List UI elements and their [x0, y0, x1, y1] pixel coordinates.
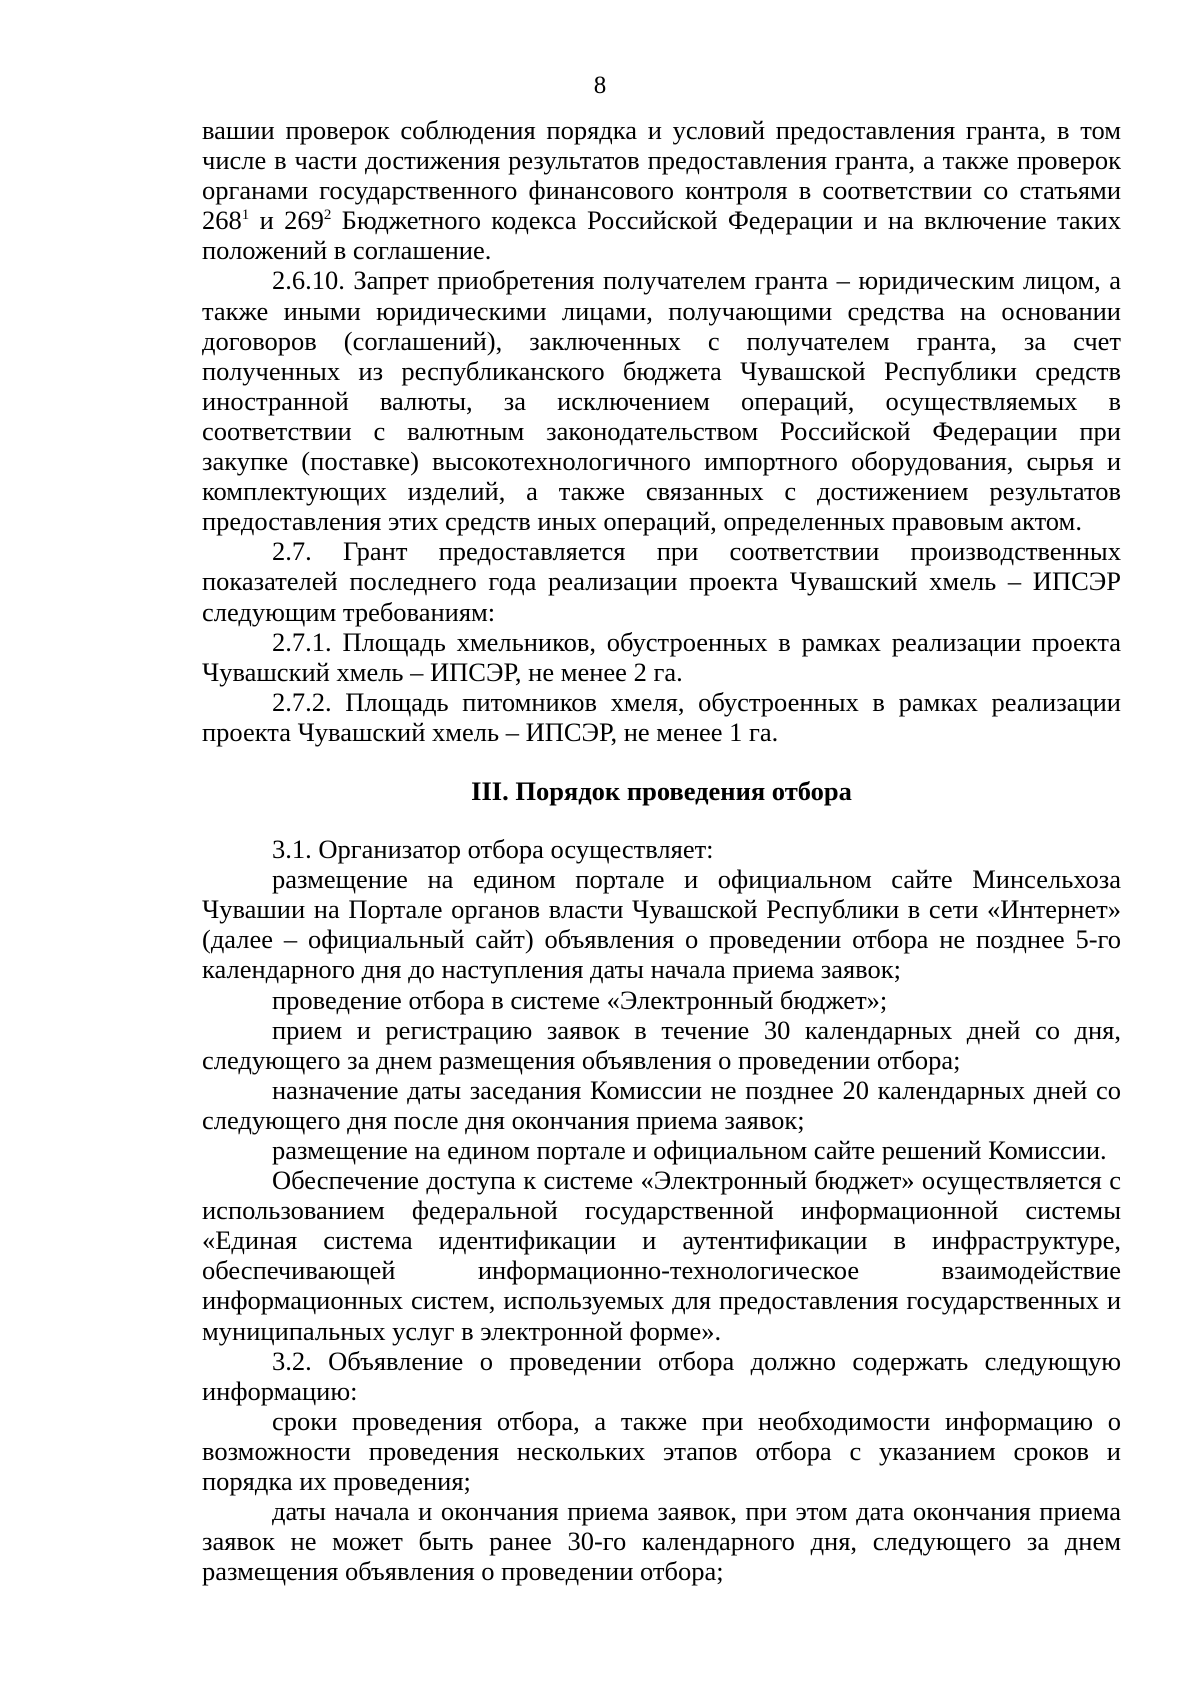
paragraph-3-2: 3.2. Объявление о проведении отбора должно содержать следующую информацию: — [202, 1345, 1121, 1406]
paragraph-continuation — [202, 115, 1121, 265]
paragraph-text: вашии проверок соблюдения порядка и условий предоставления гранта, в том числе в части достижения результатов предоставления гранта, а также проверок органами государственного финансового контроля в соответствии со статьями 268 — [202, 115, 1121, 236]
paragraph-3-1-access: Обеспечение доступа к системе «Электронный бюджет» осуществляется с использованием федеральной государственной информационной системы «Единая система идентификации и аутентификации в инфраструктуре, обеспечивающей информационно-технологическое взаимодействие информационных систем, используемых для предоставления государственных и муниципальных услуг в электронной форме». — [202, 1165, 1121, 1346]
paragraph-3-1-item: проведение отбора в системе «Электронный бюджет»; — [272, 984, 888, 1015]
paragraph-2-7-1: 2.7.1. Площадь хмельников, обустроенных в рамках реализации проекта Чувашский хмель – ИПСЭР, не менее 2 га. — [202, 626, 1121, 687]
paragraph-2-7-2: 2.7.2. Площадь питомников хмеля, обустроенных в рамках реализации проекта Чувашский хмель – ИПСЭР, не менее 1 га. — [202, 686, 1121, 747]
paragraph-3-1-item: размещение на едином портале и официальном сайте Минсельхоза Чувашии на Портале органов власти Чувашской Республики в сети «Интернет» (далее – официальный сайт) объявления о проведении отбора не позднее 5-го календарного дня до наступления даты начала приема заявок; — [202, 864, 1121, 985]
paragraph-3-1: 3.1. Организатор отбора осуществляет: — [272, 834, 714, 865]
paragraph-3-2-item: сроки проведения отбора, а также при необходимости информацию о возможности проведения нескольких этапов отбора с указанием сроков и порядка их проведения; — [202, 1405, 1121, 1497]
paragraph-3-1-item: назначение даты заседания Комиссии не позднее 20 календарных дней со следующего дня после дня окончания приема заявок; — [202, 1074, 1121, 1135]
paragraph-3-1-item: прием и регистрацию заявок в течение 30 календарных дней со дня, следующего за днем размещения объявления о проведении отбора; — [202, 1014, 1121, 1075]
paragraph-text: Бюджетного кодекса Российской Федерации и на включение таких положений в соглашение. — [202, 205, 1121, 266]
footnote-superscript: 1 — [241, 207, 250, 224]
paragraph-3-2-item: даты начала и окончания приема заявок, при этом дата окончания приема заявок не может быть ранее 30-го календарного дня, следующего за днем размещения объявления о проведении отбора; — [202, 1496, 1121, 1587]
section-heading: III. Порядок проведения отбора — [471, 775, 852, 806]
document-body — [202, 115, 1121, 1586]
page-number: 8 — [593, 72, 607, 99]
paragraph-text: и 269 — [249, 205, 324, 236]
footnote-superscript: 2 — [323, 207, 332, 224]
paragraph-3-1-item: размещение на едином портале и официальном сайте решений Комиссии. — [272, 1135, 1107, 1165]
paragraph-2-6-10: 2.6.10. Запрет приобретения получателем гранта – юридическим лицом, а также иными юридическими лицами, получающими средства на основании договоров (соглашений), заключенных с получателем гранта, за счет полученных из республиканского бюджета Чувашской Республики средств иностранной валюты, за исключением операций, осуществляемых в соответствии с валютным законодательством Российской Федерации при закупке (поставке) высокотехнологичного импортного оборудования, сырья и комплектующих изделий, а также связанных с достижением результатов предоставления этих средств иных операций, определенных правовым актом. — [202, 265, 1121, 537]
paragraph-2-7: 2.7. Грант предоставляется при соответствии производственных показателей последнего года реализации проекта Чувашский хмель – ИПСЭР следующим требованиям: — [202, 536, 1121, 627]
